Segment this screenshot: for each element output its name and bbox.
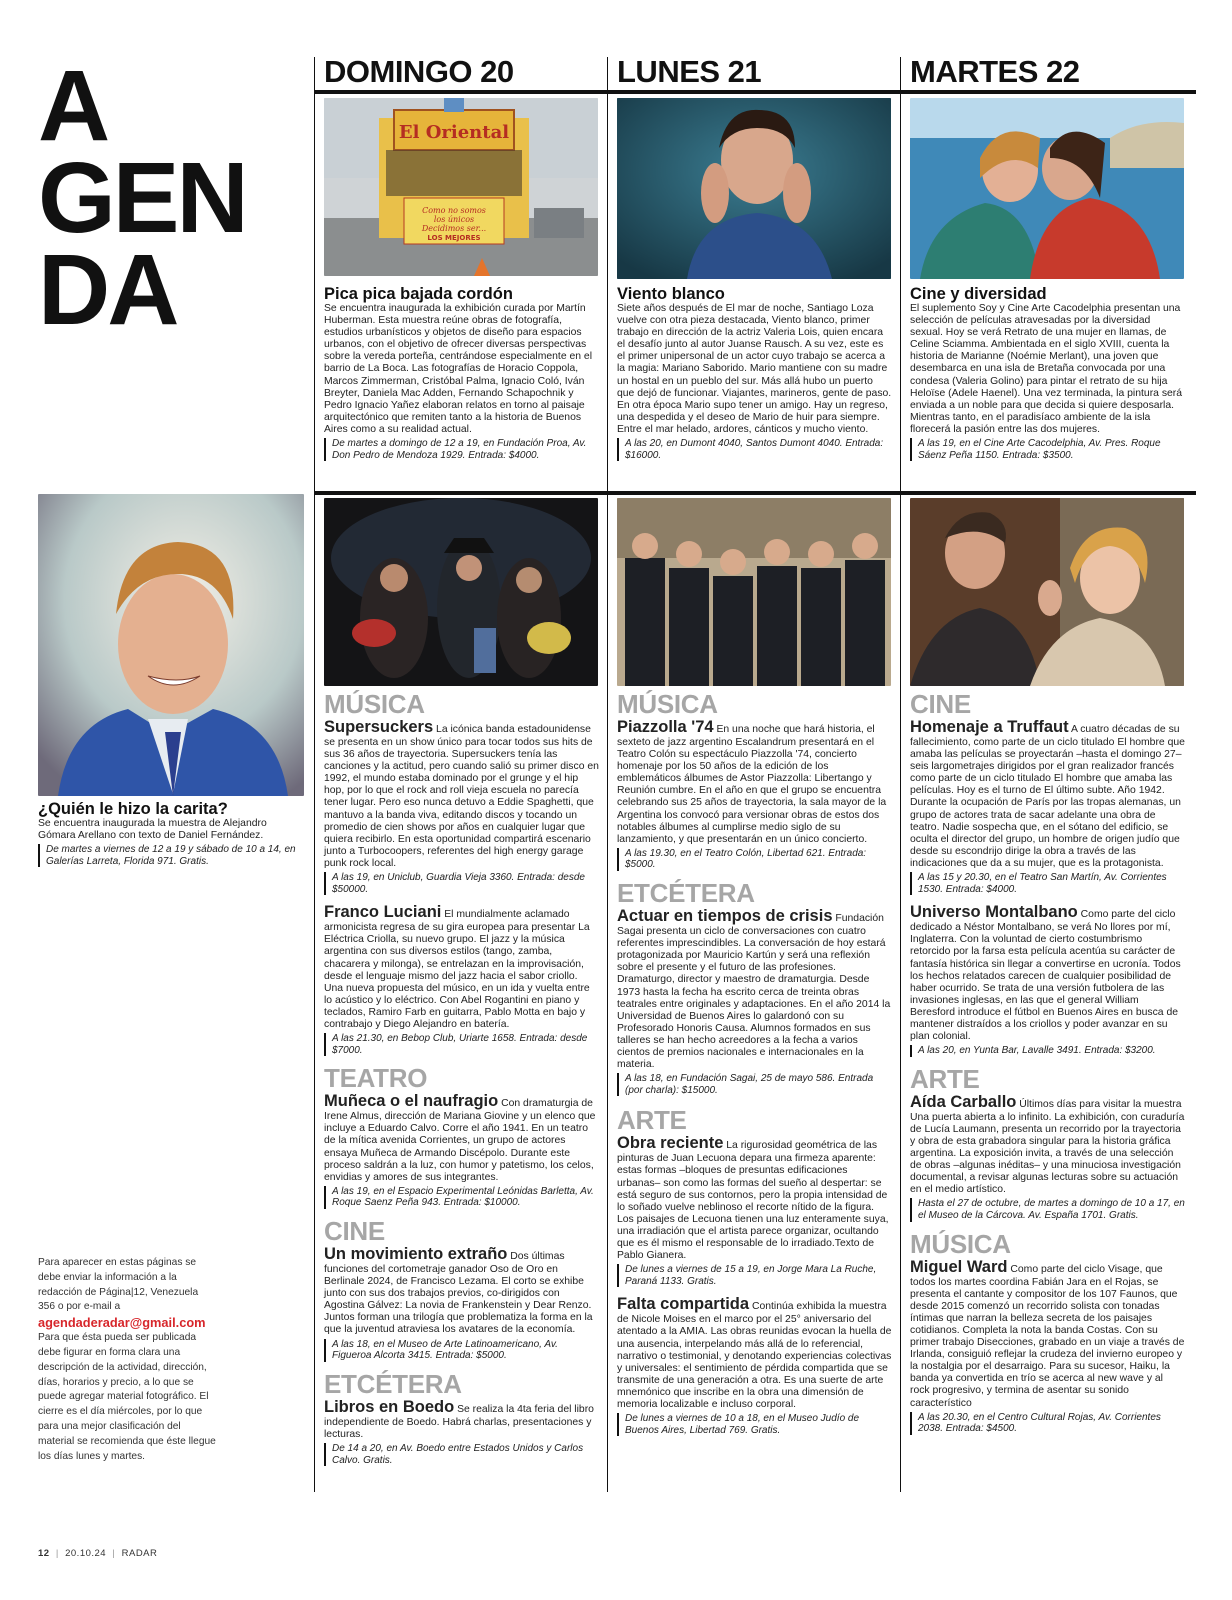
day-header: LUNES 21 [617,54,762,89]
article-body: Siete años después de El mar de noche, Santiago Loza vuelve con otra pieza destacada, Viento blanco, primer trabajo en dirección de la actriz Valeria Lois, quien encara el desafío junto al autor Juanse Rausch. A su vez, este es el primer unipersonal de un actor cuyo trabajo se acerca a la magia: Mariano Saborido. Mario mantiene con su madre un hostal en un pueblo del sur. Más allá hubo un puerto que dejó de funcionar. Viajantes, marineros, gente de paso. En otra época Mario supo tener un amigo. Hay un regreso, una despedida y el deseo de Mario de huir para siempre. Entre el mar helado, ardores, cánticos y mucho viento. [617,303,892,435]
article-title: Aída Carballo [910,1092,1017,1111]
masthead-line: A [38,50,108,162]
sign-text: Como no somos [422,206,486,215]
contact-email-link[interactable]: agendaderadar@gmail.com [38,1315,206,1331]
column-divider [314,57,315,1492]
note-text: Para que ésta pueda ser publicada debe figurar en forma clara una descripción de la actividad, dirección, días, horarios y precio, a lo que se puede agregar material fotográfico. El cierre es el día miércoles, por lo que para una mejor clasificación del material se recomienda que éste llegue los días lunes y martes. [38,1332,216,1462]
article-title: Viento blanco [617,285,725,303]
article [617,1134,892,1287]
article-body: Se encuentra inaugurada la muestra de Alejandro Gómara Arellano con texto de Daniel Fernández. [38,818,267,842]
article-info: A las 19, en Uniclub, Guardia Vieja 3360. Entrada: desde $50000. [324,872,599,895]
article-title: Obra reciente [617,1134,724,1153]
article [324,1398,599,1466]
article-info: De lunes a viernes de 15 a 19, en Jorge Mara La Ruche, Paraná 1133. Gratis. [617,1264,892,1287]
section-label: CINE [324,1216,385,1246]
article [324,903,599,1056]
article-title: Homenaje a Truffaut [910,718,1069,736]
article-info: De 14 a 20, en Av. Boedo entre Estados Unidos y Carlos Calvo. Gratis. [324,1443,599,1466]
article-title: Piazzolla '74 [617,718,714,736]
section-label: ETCÉTERA [617,878,755,909]
article-info: De lunes a viernes de 10 a 18, en el Museo Judío de Buenos Aires, Libertad 769. Gratis. [617,1413,892,1436]
article-info: A las 19.30, en el Teatro Colón, Libertad 621. Entrada: $5000. [617,848,892,871]
photo-jazz-sextet [617,498,891,686]
article [910,718,1185,895]
photo-painting [38,494,304,796]
day-header: MARTES 22 [910,54,1080,89]
sign-text: Decidimos ser... [421,224,487,233]
article-title: Actuar en tiempos de crisis [617,907,833,926]
article-title: Universo Montalbano [910,903,1078,922]
sign-text: El Oriental [398,122,510,143]
article-title: Franco Luciani [324,903,442,922]
footer-section: RADAR [121,1548,158,1559]
article-body: Continúa exhibida la muestra de Nicole Moises en el marco por el 25° aniversario del atentado a la AMIA. Las obras reunidas evocan la huella de una ausencia, interpelando más allá de lo referencial, narrativo o testimonial, y denotando experiencias colectivas y universales: el sentimiento de pérdida compartida que se transmite de una generación a otra. Es una suerte de arte mnemónico que inscribe en la obra una dimensión de memoria localizable e incluso corporal. [617,1301,892,1411]
article-info: De martes a viernes de 12 a 19 y sábado de 10 a 14, en Galerías Larreta, Florida 971. Gratis. [38,844,304,867]
article-title: Cine y diversidad [910,285,1047,303]
section-rule [314,491,1196,495]
article-body: Se encuentra inaugurada la exhibición curada por Martín Huberman. Esta muestra reúne obras de fotografía, estudios urbanísticos y objetos de diseño para espacios urbanos, con el objetivo de ofrecer diversas perspectivas sobre la vereda porteña, centrándose especialmente en el barrio de La Boca. Las fotografías de Horacio Coppola, Marcos Zimmerman, Cristóbal Palma, Ignacio Coló, Iván Breyter, Daniela Mac Adden, Fernando Schapochnik y Pedro Ignacio Yañez elaboran relatos en torno al paisaje arquitectónico que remiten tanto a la historia de Buenos Aires como a su realidad actual. [324,303,593,435]
article-body: Con dramaturgia de Irene Almus, dirección de Mariana Giovine y un elenco que incluye a Eduardo Calvo. Corre el año 1941. En un teatro de la mítica avenida Corrientes, un grupo de actores ensaya Muñeca de Armando Discépolo. Durante este proceso saldrán a la luz, con humor y patetismo, los celos, envidias y amores de sus integrantes. [324,1098,596,1183]
section-label: ETCÉTERA [324,1368,462,1399]
column-domingo-lower [324,690,599,1474]
note-text: Para aparecer en estas páginas se debe enviar la información a la redacción de Página|12, Venezuela 356 o por e-mail a [38,1257,199,1313]
article [617,907,892,1096]
article [324,1245,599,1362]
article-body: En una noche que hará historia, el sexteto de jazz argentino Escalandrum presentará en el Teatro Colón su espectáculo Piazzolla '74, concierto homenaje por los 50 años de la edición de los emblemáticos álbumes de Astor Piazzolla: Libertango y Reunión cumbre. En el año en que el grupo se encuentra celebrando sus 25 años de trayectoria, la sala mayor de la Argentina los convocó para versionar obras de estos dos notables álbumes al cumplirse medio siglo de su lanzamiento, y que presentarán en un único concierto. [617,724,887,845]
article-body: Dos últimas funciones del cortometraje ganador Oso de Oro en Berlinale 2024, de Francisco Lezama. El corto se exhibe junto con sus dos trabajos previos, co-dirigidos con Agostina Gálvez: La novia de Frankenstein y Dear Renzo. Juntos forman una trilogía que problematiza la forma en la que la juventud atraviesa los avatares de la economía. [324,1251,593,1336]
article [910,1258,1185,1435]
page-number: 12 [38,1548,50,1559]
section-label: MÚSICA [324,689,425,719]
masthead [38,50,246,346]
article-body: Fundación Sagai presenta un ciclo de conversaciones con cuatro referentes imprescindibles. La conversación de hoy estará protagonizada por Mauricio Kartún y será una reflexión sobre el presente y el futuro de las profesiones. Dramaturgo, director y maestro de dramaturgia. Desde 1973 hasta la fecha ha escrito cerca de treinta obras teatrales entre originales y adaptaciones. En el año 2014 la Universidad de Buenos Aires lo galardonó con su Profesorado Honoris Causa. Alumnos formados en sus talleres se han hecho acreedores a la fecha a varios cientos de premios nacionales e internacionales en la materia. [617,913,891,1071]
article-title: Un movimiento extraño [324,1245,508,1263]
article-top-domingo [324,285,599,461]
article-title: Pica pica bajada cordón [324,285,513,303]
photo-actor-portrait [617,98,891,279]
article-body: La rigurosidad geométrica de las pinturas de Juan Lecuona depara una firmeza aparente: estas formas –bloques de presuntas edificaciones urbanas– son como las formas del sueño al despertar: se está seguro de sus contornos, pero la propia intensidad de lo soñado vuelve neblinoso el recorte nítido de la figura. Los paisajes de Lecuona tienen una luz enteramente suya, una irradiación que el artista parece organizar, ocultando que es él mismo el responsable de lo irradiado.Texto de Pablo Gianera. [617,1140,889,1262]
photo-rock-band [324,498,598,686]
article-info: A las 19, en el Cine Arte Cacodelphia, Av. Pres. Roque Sáenz Peña 1150. Entrada: $3500. [910,438,1185,461]
article-info: Hasta el 27 de octubre, de martes a domingo de 10 a 17, en el Museo de la Cárcova. Av. España 1701. Gratis. [910,1198,1185,1221]
article-title: Libros en Boedo [324,1397,455,1416]
article-body: El mundialmente aclamado armonicista regresa de su gira europea para presentar La Eléctrica Criolla, su nuevo grupo. El jazz y la música argentina con sus diversos estilos (tango, zamba, chacarera y milonga), se entrelazan en la improvisación, desde el lenguaje mismo del jazz hacia el sabor criollo. Una nueva propuesta del músico, en un ida y vuelta entre lo acústico y lo eléctrico. Con Abel Rogantini en piano y teclados, Ramiro Farb en guitarra, Pablo Motta en bajo y contrabajo y Diego Alejandro en batería. [324,909,590,1030]
article-info: A las 19, en el Espacio Experimental Leónidas Barletta, Av. Roque Saenz Peña 943. Entrada: $10000. [324,1186,599,1209]
article [910,903,1185,1057]
photo-truffaut-still [910,498,1184,686]
page-footer: 12 | 20.10.24 | RADAR [38,1548,158,1559]
section-label: MÚSICA [617,689,718,719]
article [910,1093,1185,1222]
section-label: ARTE [910,1063,980,1094]
masthead-line: DA [38,234,177,346]
article-body: El suplemento Soy y Cine Arte Cacodelphia presentan una selección de películas atravesadas por la diversidad sexual. Hoy se verá Retrato de una mujer en llamas, de Celine Sciamma. Ambientada en el siglo XVIII, cuenta la historia de Marianne (Noémie Merlant), una joven que desembarca en una isla de Bretaña convocada por una condesa (Valeria Golino) para pintar el retrato de su hija Heloïse (Adele Haenel). Una vez terminada, la pintura será enviada a un noble para que decida si quiere desposarla. Mientras tanto, en el paradisíaco ambiente de la isla florecerá la pasión entre las dos mujeres. [910,303,1183,435]
section-label: MÚSICA [910,1228,1011,1259]
column-lunes-lower [617,690,892,1444]
article-info: De martes a domingo de 12 a 19, en Fundación Proa, Av. Don Pedro de Mendoza 1929. Entrada: $4000. [324,438,599,461]
photo-film-still [910,98,1184,279]
article-info: A las 21.30, en Bebop Club, Uriarte 1658. Entrada: desde $7000. [324,1033,599,1056]
article-top-lunes [617,285,892,461]
article-title: ¿Quién le hizo la carita? [38,800,228,818]
article-info: A las 20, en Yunta Bar, Lavalle 3491. Entrada: $3200. [910,1045,1185,1057]
article-info: A las 18, en Fundación Sagai, 25 de mayo 586. Entrada (por charla): $15000. [617,1073,892,1096]
article-info: A las 18, en el Museo de Arte Latinoamericano, Av. Figueroa Alcorta 3415. Entrada: $5000. [324,1339,599,1362]
article-title: Falta compartida [617,1295,750,1314]
section-label: ARTE [617,1105,687,1136]
section-label: CINE [910,689,971,719]
photo-food-stand [324,98,598,276]
submission-note [38,1256,216,1464]
article-title: Supersuckers [324,718,434,736]
column-divider [900,57,901,1492]
article-body: A cuatro décadas de su fallecimiento, como parte de un ciclo titulado El hombre que amaba las películas se proyectarán –hasta el domingo 27– seis largometrajes dirigidos por el gran realizador francés como parte de un ciclo titulado El hombre que amaba las películas. Hoy es el turno de El último subte. Año 1942. Durante la ocupación de París por las tropas alemanas, un grupo de actores trata de sacar adelante una obra de teatro. Nadie sospecha que, en el sótano del edificio, se oculta el director del grupo, un hombre de origen judío que desde su escondrijo dirige la obra a través de las indicaciones que da a su mujer, que es la protagonista. [910,724,1185,869]
footer-date: 20.10.24 [65,1548,107,1559]
column-martes-lower [910,690,1185,1443]
masthead-line: GEN [38,142,246,254]
article-body: Como parte del ciclo dedicado a Néstor Montalbano, se verá No llores por mí, Inglaterra. Con la voluntad de cierto costumbrismo retorcido por la farsa esta película acentúa su carácter de fantasía histórica sin llegar a convertirse en ucronía. Todos los hechos relatados carecen de cualquier posibilidad de haber ocurrido. Se trata de una versión futbolera de las invasiones inglesas, en las que el general William Beresford introduce el fútbol en Buenos Aires en busca de mantener distraídos a los criollos y poder avanzar en su plan colonial. [910,909,1181,1043]
article-body: Como parte del ciclo Visage, que todos los martes coordina Fabián Jara en el Rojas, se presenta el cantante y compositor de los 107 Faunos, que desde 2015 comenzó un recorrido solista con tonadas íntimas que narran la belleza secreta de los paisajes cotidianos. Completa la nota la banda Costas. Con su primer trabajo Disecciones, grabado en un viaje a través de Irlanda, consiguió reflejar la crudeza del invierno europeo y la nostalgia por el desarraigo. Para su sucesor, Haiku, la banda ya convertida en trío se acerca al new wave y al rock progresivo, y termina de asentar su sonido característico [910,1263,1185,1409]
article-body: Últimos días para visitar la muestra Una puerta abierta a lo infinito. La exhibición, con curaduría de Lucía Laumann, presenta un recorrido por la trayectoria y obra de esta grabadora singular para la historia gráfica argentina. La exposición invita, a través de una selección de obras –algunas inéditas– y una minuciosa investigación documental, a revisar algunas lecturas sobre su actuación en el medio artístico. [910,1098,1185,1196]
header-rule [314,90,1196,94]
article [617,1295,892,1436]
article-top-martes [910,285,1185,461]
section-label: TEATRO [324,1063,428,1094]
article-info: A las 20.30, en el Centro Cultural Rojas, Av. Corrientes 2038. Entrada: $4500. [910,1412,1185,1435]
column-divider [607,57,608,1492]
article-title: Miguel Ward [910,1257,1008,1276]
article [617,718,892,871]
article-portrait [38,800,304,867]
article-body: Se realiza la 4ta feria del libro independiente de Boedo. Habrá charlas, presentaciones y lecturas. [324,1403,594,1440]
article-body: La icónica banda estadounidense se presenta en un show único para tocar todos sus hits de sus 36 años de trayectoria. Supersuckers tenía las canciones y la actitud, pero cuando salió su primer disco en 1992, el mundo estaba dominado por el grunge y el hip hop, por lo que el rock and roll vieja escuela no parecía tener lugar. Pero eso nunca detuvo a Eddie Spaghetti, que mantuvo a la banda viva, editando discos y tocando un promedio de cien shows por años en cualquier lugar que quiera recibirlo. En esta oportunidad compartirá escenario junto a Turbocoopers, referentes del high energy garage punk rock local. [324,724,599,869]
day-header: DOMINGO 20 [324,54,514,89]
article [324,1092,599,1209]
article [324,718,599,895]
article-info: A las 15 y 20.30, en el Teatro San Martín, Av. Corrientes 1530. Entrada: $4000. [910,872,1185,895]
sign-text: los únicos [433,215,475,224]
article-info: A las 20, en Dumont 4040, Santos Dumont 4040. Entrada: $16000. [617,438,892,461]
article-title: Muñeca o el naufragio [324,1092,499,1111]
sign-text: LOS MEJORES [427,234,481,242]
